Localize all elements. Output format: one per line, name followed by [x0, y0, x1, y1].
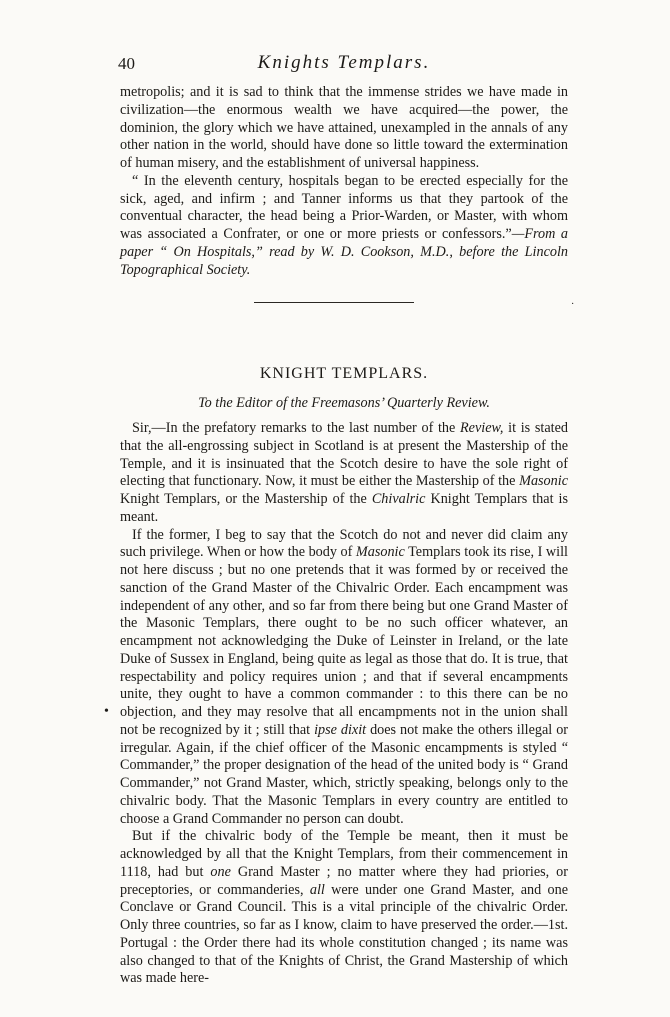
quote-citation: —From a paper “ On Hospitals,” read by W. D. Cookson, M.D., before the Lincoln Topographical Society. — [120, 226, 568, 278]
p1-italic-chivalric: Chivalric — [371, 491, 426, 507]
intro-paragraph-2 — [120, 173, 568, 280]
p1-text-c: it is stated that the all-engrossing subject in Scotland is at present the Mastership of the Temple, and it is insinuated that the Scotch desire to have the sole right of electing that functionary. Now, it must be either the Mastership of the — [120, 420, 568, 490]
p1-text-a: Sir,—In the prefatory remarks to the last number of the — [132, 420, 461, 436]
p3-text-a: But if the chivalric body of the Temple be meant, then it must be acknowledged by all that the Knight Templars, from their commencement in 1118, had but — [120, 828, 568, 880]
article-paragraph-3 — [120, 828, 568, 988]
p1-italic-review: Review, — [460, 420, 504, 436]
article-address: To the Editor of the Freemasons’ Quarterly Review. — [198, 395, 490, 411]
article-paragraph-1 — [120, 420, 568, 527]
p3-text-c: Grand Master ; no matter where they had priories, or preceptories, or commanderies, — [120, 863, 568, 898]
section-divider — [254, 302, 414, 303]
p2-text-c: Templars took its rise, I will not here discuss ; but no one pretends that it was formed by or received the sanction of the Grand Master of the Chivalric Order. Each encampment was independent of any other, and so far from there being but one Grand Master of the Masonic Templars, there ought to be no such officer whatever, an encampment not acknowledging the Duke of Leinster in Ireland, or the late Duke of Sussex in England, being quite as legal as those that do. It is true, that respectability and policy requires union ; and that if several encampments unite, they ought to have a common commander : to this there can be no objection, and they may resolve that all encampments not in the union shall not be recognized by it ; still that — [120, 544, 568, 738]
p1-text-e: Knight Templars, or the Mastership of the — [120, 491, 372, 507]
article-paragraph-2 — [120, 527, 568, 829]
running-title: Knights Templars. — [257, 52, 431, 73]
p2-text-a: If the former, I beg to say that the Scotch do not and never did claim any such privilege. When or how the body of — [120, 526, 568, 561]
p2-italic-masonic: Masonic — [355, 544, 405, 561]
p1-text-g: Knight Templars that is meant. — [120, 491, 569, 525]
p2-italic-ipse-dixit: ipse dixit — [314, 721, 367, 738]
intro-paragraph-1: metropolis; and it is sad to think that the immense strides we have made in civilization—the enormous wealth we have acquired—the power, the dominion, the glory which we have attained, unexampled in the annals of any other nation in the world, should have done so little toward the extermination of human misery, and the establishment of universal happiness. — [120, 84, 568, 171]
article-heading: KNIGHT TEMPLARS. — [259, 365, 429, 382]
p2-text-e: does not make the others illegal or irregular. Again, if the chief officer of the Masonic encampments is styled “ Commander,” the proper designation of the head of the united body is “ Grand Commander,” not Grand Master, which, strictly speaking, belongs only to the chivalric body. That the Masonic Templars in every country are entitled to choose a Grand Commander no person can doubt. — [120, 721, 569, 827]
margin-mark: • — [104, 704, 109, 719]
article-text — [120, 420, 568, 988]
hospitals-quote: “ In the eleventh century, hospitals began to be erected especially for the sick, aged, and infirm ; and Tanner informs us that they partook of the conventual character, the head being a Prior-Warden, or Master, with whom was associated a Confrater, or one or more priests or confessors.” — [120, 172, 568, 242]
p3-italic-one: one — [210, 863, 231, 880]
divider-mark: · — [571, 299, 575, 310]
intro-text — [120, 84, 568, 279]
p3-italic-all: all — [309, 881, 325, 898]
p3-text-e: were under one Grand Master, and one Conclave or Grand Council. This is a vital principle of the chivalric Order. Only three countries, so far as I know, claim to have preserved the order.—1st. Portugal : the Order there had its whole constitution changed ; its name was also changed to that of the Knights of Christ, the Grand Mastership of which was made here- — [120, 881, 569, 987]
page-number: 40 — [118, 54, 135, 73]
p1-italic-masonic: Masonic — [519, 473, 568, 490]
running-head — [118, 52, 570, 76]
